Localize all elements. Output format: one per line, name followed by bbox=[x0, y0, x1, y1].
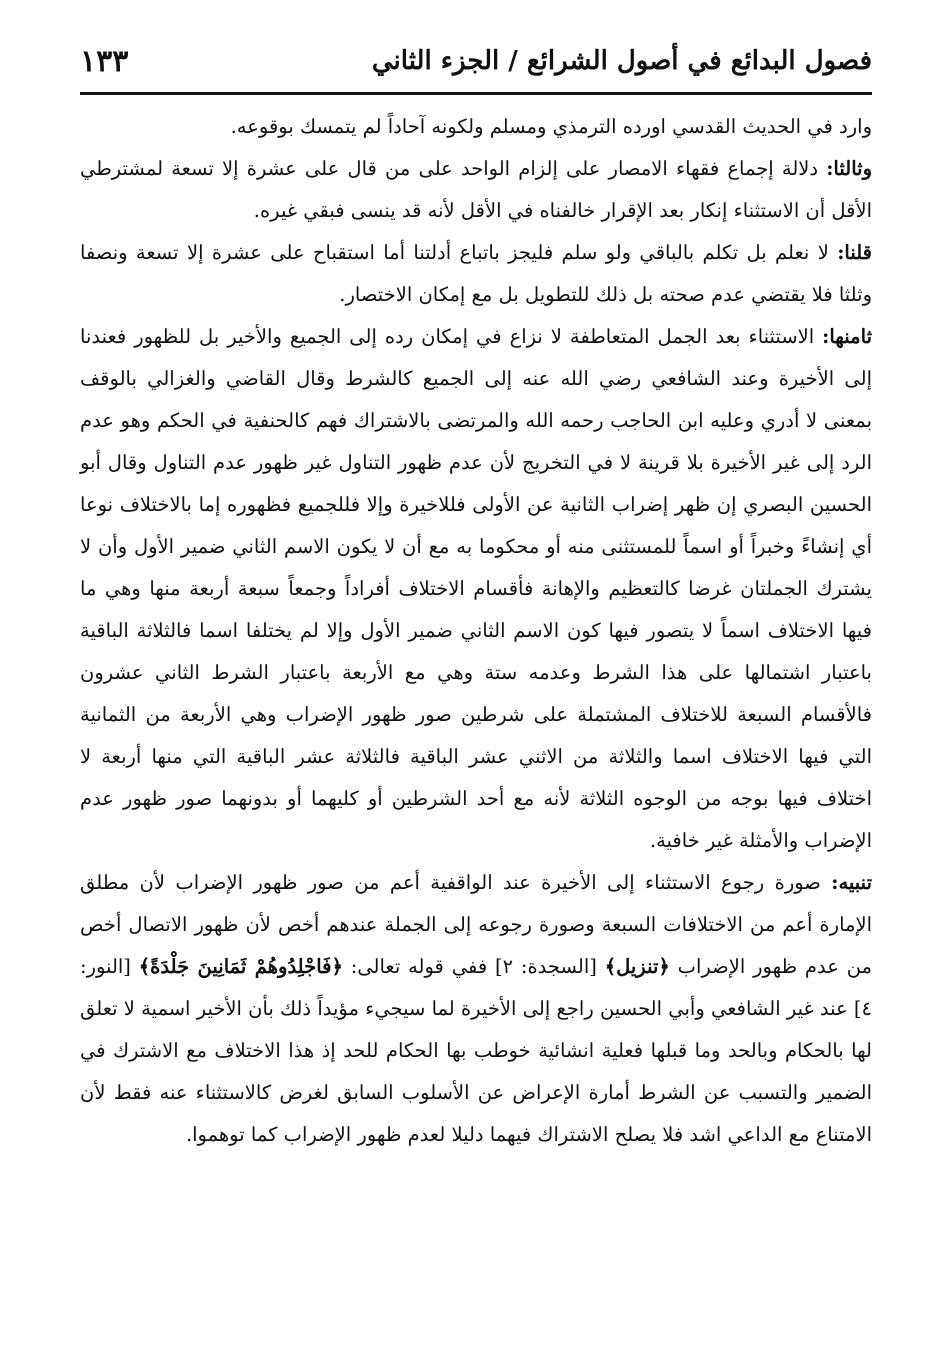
paragraph-lead: قلنا: bbox=[837, 241, 872, 264]
paragraph-text: [السجدة: ٢] ففي قوله تعالى: bbox=[342, 955, 605, 978]
body-text bbox=[80, 106, 872, 1156]
paragraph-text: [النور: ٤] عند غير الشافعي وأبي الحسين راجع إلى الأخيرة لما سيجيء مؤيداً ذلك بأن الأخير اسمية لا تعلق لها بالحكام وبالحد وما قبلها فعلية انشائية خوطب بها الحكام للحد إذ هذا الاختلاف مع الاشترك في الضمير والتسبب عن الشرط أمارة الإعراض عن الأسلوب السابق لغرض كالاستثناء عنه فقط لأن الامتناع مع الداعي اشد فلا يصلح الاشتراك فيهما دليلا لعدم ظهور الإضراب كما توهموا. bbox=[80, 955, 872, 1146]
paragraph bbox=[80, 232, 872, 316]
paragraph-text: دلالة إجماع فقهاء الامصار على إلزام الواحد على من قال على عشرة إلا تسعة لمشترطي الأقل أن الاستثناء إنكار بعد الإقرار خالفناه في الأقل لأنه قد ينسى فبقي غيره. bbox=[80, 157, 872, 222]
paragraph-lead: وثالثا: bbox=[826, 157, 872, 180]
quran-verse: ﴿تنزيل﴾ bbox=[604, 955, 670, 978]
paragraph bbox=[80, 148, 872, 232]
quran-verse: ﴿فَاجْلِدُوهُمْ ثَمَانِينَ جَلْدَةً﴾ bbox=[138, 955, 343, 978]
book-page bbox=[80, 40, 872, 1320]
paragraph bbox=[80, 862, 872, 1156]
paragraph-lead: ثامنها: bbox=[822, 325, 872, 348]
paragraph-text: لا نعلم بل تكلم بالباقي ولو سلم فليجز باتباع أدلتنا أما استقباح على عشرة إلا تسعة ونصفا وثلثا فلا يقتضي عدم صحته بل ذلك للتطويل بل مع إمكان الاختصار. bbox=[80, 241, 872, 306]
paragraph bbox=[80, 106, 872, 148]
paragraph-text: وارد في الحديث القدسي اورده الترمذي ومسلم ولكونه آحاداً لم يتمسك بوقوعه. bbox=[230, 115, 872, 138]
paragraph-text: صورة رجوع الاستثناء إلى الأخيرة عند الواقفية أعم من صور ظهور الإضراب لأن مطلق الإمارة أعم من الاختلافات السبعة وصورة رجوعه إلى الجملة عندهم أخص لأن ظهور الاتصال أخص من عدم ظهور الإضراب bbox=[80, 871, 872, 978]
page-number: ١٣٣ bbox=[80, 44, 129, 79]
page-header bbox=[80, 40, 872, 95]
paragraph-lead: تنبيه: bbox=[831, 871, 872, 894]
running-title: فصول البدائع في أصول الشرائع / الجزء الثاني bbox=[371, 46, 872, 76]
paragraph-text: الاستثناء بعد الجمل المتعاطفة لا نزاع في إمكان رده إلى الجميع والأخير بل للظهور فعندنا إلى الأخيرة وعند الشافعي رضي الله عنه إلى الجميع كالشرط وقال القاضي والغزالي بالوقف بمعنى لا أدري وعليه ابن الحاجب رحمه الله والمرتضى بالاشتراك فهم كالحنفية في الحكم وهو عدم الرد إلى غير الأخيرة بلا قرينة لا في التخريج لأن عدم ظهور التناول غير ظهور عدم التناول وقال أبو الحسين البصري إن ظهر إضراب الثانية عن الأولى فللاخيرة وإلا فللجميع فظهوره إما بالاختلاف نوعا أي إنشاءً وخبراً أو اسماً للمستثنى منه أو محكوما به مع أن لا يكون الاسم الثاني ضمير الأول وأن لا يشترك الجملتان غرضا كالتعظيم والإهانة فأقسام الاختلاف أفراداً وجمعاً سبعة أربعة منها وهي ما فيها الاختلاف اسماً لا يتصور فيها كون الاسم الثاني ضمير الأول وإلا لم يختلفا اسما فالثلاثة الباقية باعتبار اشتمالها على هذا الشرط وعدمه ستة وهي مع الأربعة باعتبار الشرط الثاني عشرون فالأقسام السبعة للاختلاف المشتملة على شرطين صور ظهور الإضراب وهي الأربعة من الثمانية التي فيها الاختلاف اسما والثلاثة من الاثني عشر الباقية فالثلاثة عشر الباقية التي منها أربعة لا اختلاف فيها بوجه من الوجوه الثلاثة لأنه مع أحد الشرطين أو كليهما أو بدونهما صور ظهور عدم الإضراب والأمثلة غير خافية. bbox=[80, 325, 872, 852]
paragraph bbox=[80, 316, 872, 862]
